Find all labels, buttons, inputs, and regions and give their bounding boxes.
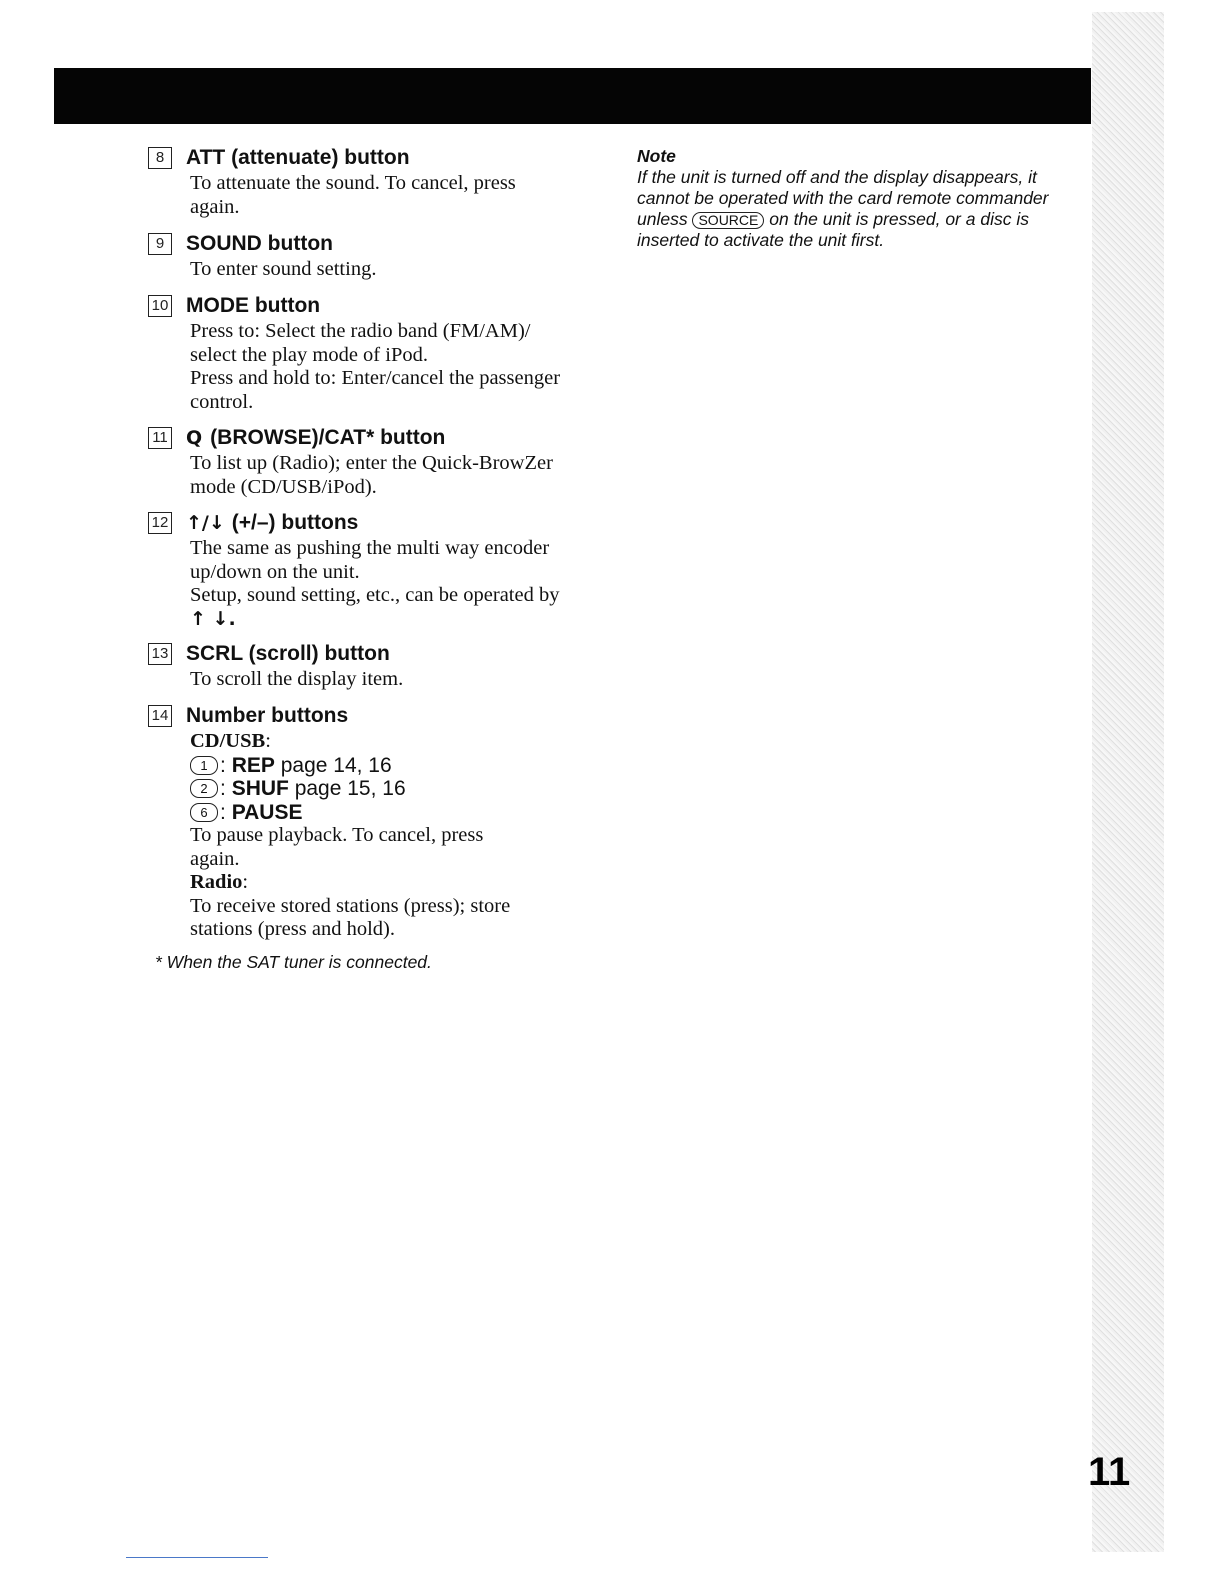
item-desc: up/down on the unit. xyxy=(190,560,360,583)
item-scroll-button xyxy=(148,640,608,692)
item-desc: The same as pushing the multi way encoder xyxy=(190,537,550,559)
up-down-arrow-icon: ↑ ↓. xyxy=(190,607,236,630)
item-up-down-buttons xyxy=(148,509,608,631)
item-desc: To list up (Radio); enter the Quick-BrowZer xyxy=(190,452,553,474)
rep-entry: 1 : REP page 14, 16 xyxy=(190,754,608,778)
item-desc: To attenuate the sound. To cancel, press xyxy=(190,172,516,194)
note-box xyxy=(637,146,1087,251)
item-title: SCRL (scroll) button xyxy=(186,642,390,665)
up-down-arrow-icon: ↑/↓ xyxy=(186,512,225,534)
item-desc: Press to: Select the radio band (FM/AM)/ xyxy=(190,320,531,342)
button-6-icon: 6 xyxy=(190,803,218,822)
item-desc: To scroll the display item. xyxy=(190,668,404,690)
shuf-entry: 2 : SHUF page 15, 16 xyxy=(190,777,608,801)
header-bar xyxy=(54,68,1091,124)
item-title: SOUND button xyxy=(186,232,333,255)
item-desc: Press and hold to: Enter/cancel the passenger xyxy=(190,367,561,389)
pause-entry: 6 : PAUSE xyxy=(190,801,608,825)
item-title: ATT (attenuate) button xyxy=(186,146,410,169)
note-text: unless SOURCE on the unit is pressed, or a disc is xyxy=(637,209,1029,229)
item-sound-button xyxy=(148,230,608,282)
page-number: 11 xyxy=(1088,1450,1131,1494)
pause-desc: again. xyxy=(190,847,240,870)
item-number-badge: 12 xyxy=(148,512,172,534)
note-title: Note xyxy=(637,146,676,166)
note-text: inserted to activate the unit first. xyxy=(637,230,885,250)
item-desc: select the play mode of iPod. xyxy=(190,343,428,366)
button-1-icon: 1 xyxy=(190,756,218,775)
item-desc: mode (CD/USB/iPod). xyxy=(190,475,377,498)
page-ref: page 15, 16 xyxy=(294,777,406,800)
item-number-badge: 13 xyxy=(148,643,172,665)
item-title: MODE button xyxy=(186,294,321,317)
shuf-label: SHUF xyxy=(231,777,289,800)
note-text: cannot be operated with the card remote commander xyxy=(637,188,1049,208)
item-number-badge: 11 xyxy=(148,427,172,449)
item-desc: control. xyxy=(190,390,254,413)
item-desc: again. xyxy=(190,195,240,218)
item-title: Number buttons xyxy=(186,704,349,727)
item-att-button xyxy=(148,144,608,219)
note-text: If the unit is turned off and the display disappears, it xyxy=(637,167,1037,187)
radio-desc: stations (press and hold). xyxy=(190,918,395,940)
footnote: * When the SAT tuner is connected. xyxy=(155,952,432,972)
page-ref: page 14, 16 xyxy=(280,753,392,777)
item-title: (+/–) buttons xyxy=(231,511,359,534)
cd-usb-heading: CD/USB: xyxy=(190,730,271,752)
item-mode-button xyxy=(148,292,608,414)
item-number-badge: 8 xyxy=(148,147,172,169)
button-2-icon: 2 xyxy=(190,779,218,798)
item-desc: Setup, sound setting, etc., can be operated by xyxy=(190,584,560,606)
item-browse-button xyxy=(148,424,608,499)
item-title: (BROWSE)/CAT* button xyxy=(210,426,446,449)
item-number-badge: 9 xyxy=(148,233,172,255)
pause-desc: To pause playback. To cancel, press xyxy=(190,824,484,846)
radio-desc: To receive stored stations (press); store xyxy=(190,894,511,917)
browse-icon: Q xyxy=(186,427,203,449)
item-desc: To enter sound setting. xyxy=(190,258,377,280)
item-number-buttons xyxy=(148,702,608,942)
page-edge-tab xyxy=(1092,12,1164,1552)
pause-label: PAUSE xyxy=(231,800,303,824)
rep-label: REP xyxy=(231,753,275,777)
source-button-icon: SOURCE xyxy=(692,212,764,229)
radio-heading: Radio: xyxy=(190,871,249,893)
item-number-badge: 10 xyxy=(148,295,172,317)
divider xyxy=(126,1557,268,1558)
item-number-badge: 14 xyxy=(148,705,172,727)
